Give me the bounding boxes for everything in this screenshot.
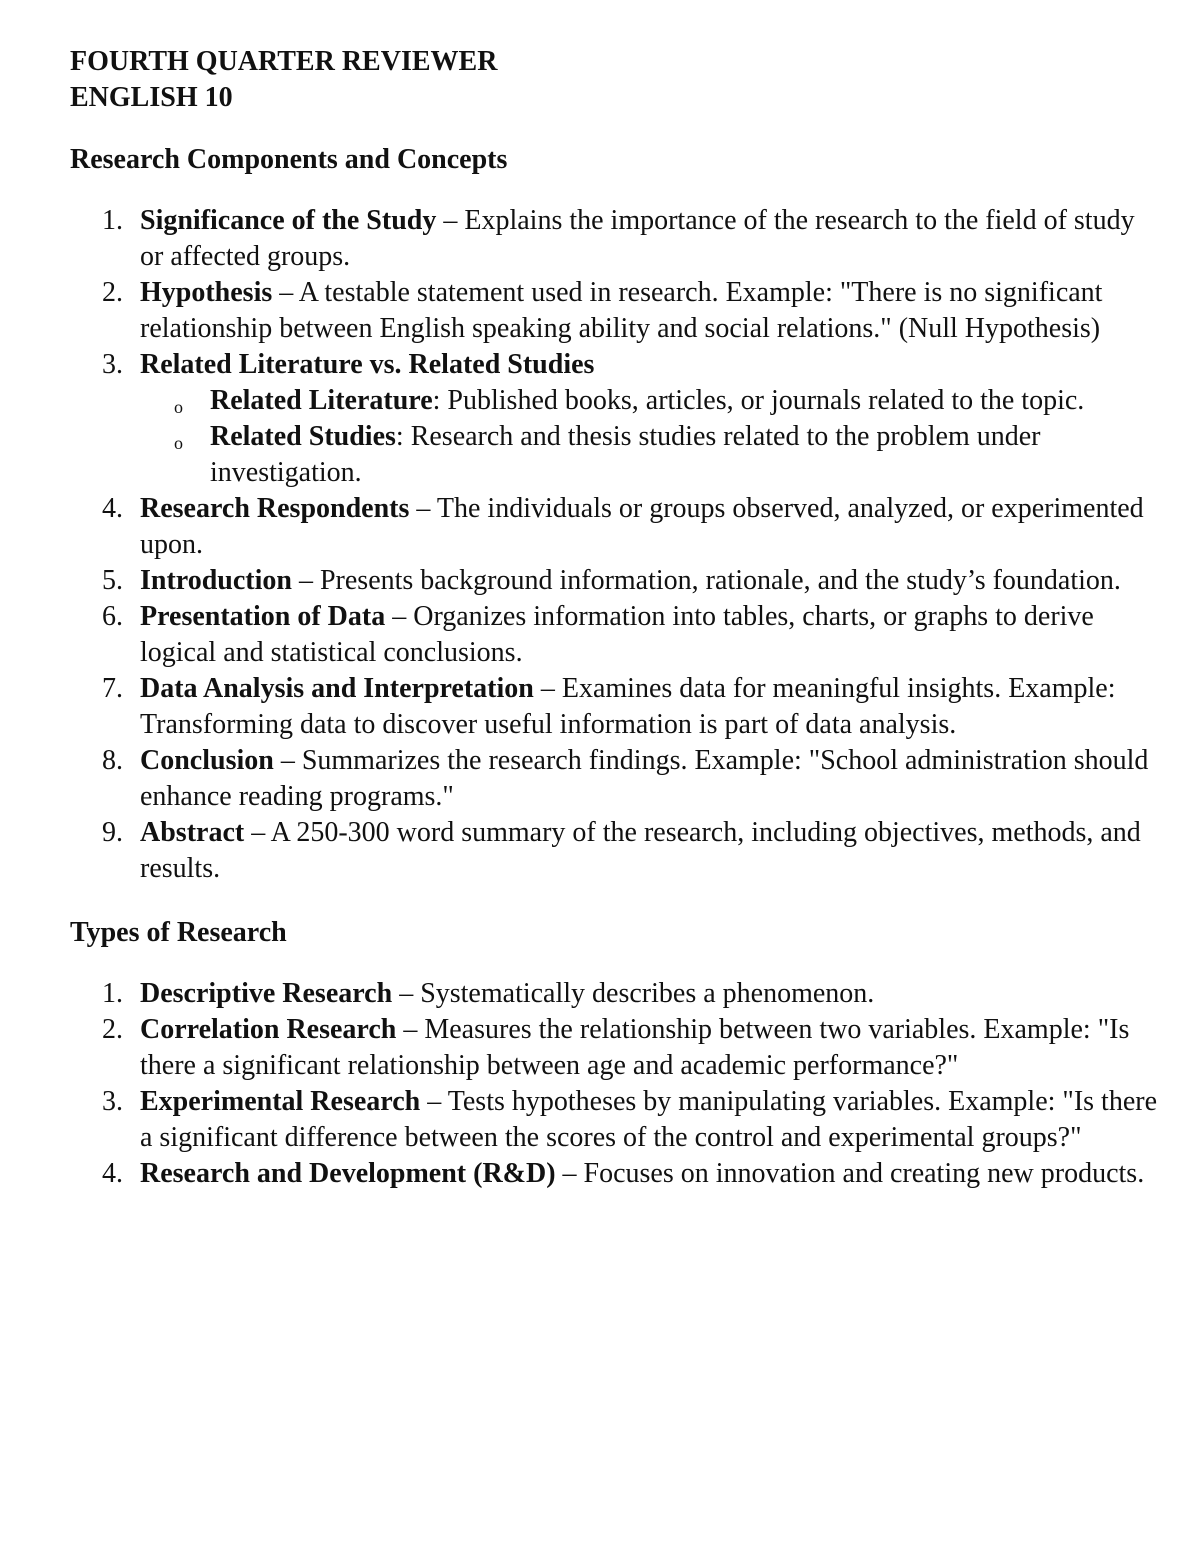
item-description: The individuals or groups observed, analyzed, or experimented upon.	[140, 493, 1144, 560]
sub-list	[140, 383, 1160, 491]
sub-item-term: Related Literature	[210, 385, 433, 416]
item-separator: –	[385, 601, 414, 632]
item-term: Descriptive Research	[140, 978, 393, 1009]
list-item	[70, 203, 1160, 275]
item-number: 7.	[102, 673, 123, 704]
item-number: 5.	[102, 565, 123, 596]
list-item	[70, 275, 1160, 347]
list-item	[70, 491, 1160, 563]
item-separator: –	[244, 817, 271, 848]
item-term: Data Analysis and Interpretation	[140, 673, 534, 704]
sub-item-description: Published books, articles, or journals related to the topic.	[447, 385, 1085, 416]
item-number: 4.	[102, 1158, 123, 1189]
list-item	[70, 743, 1160, 815]
sub-item-description: Research and thesis studies related to the problem under investigation.	[210, 421, 1041, 488]
item-separator: –	[555, 1158, 584, 1189]
item-term: Presentation of Data	[140, 601, 386, 632]
sub-item-term: Related Studies	[210, 421, 396, 452]
item-separator: –	[409, 493, 437, 524]
item-number: 2.	[102, 277, 123, 308]
item-number: 3.	[102, 1086, 123, 1117]
list-item	[70, 1084, 1160, 1156]
item-description: Summarizes the research findings. Example: "School administration should enhance reading programs."	[140, 745, 1149, 812]
item-number: 2.	[102, 1014, 123, 1045]
item-description: Organizes information into tables, charts, or graphs to derive logical and statistical conclusions.	[140, 601, 1094, 668]
item-description: A testable statement used in research. Example: "There is no significant relationship between English speaking ability and social relations." (Null Hypothesis)	[140, 277, 1103, 344]
list-item	[70, 1012, 1160, 1084]
item-separator: –	[392, 978, 421, 1009]
item-separator: –	[396, 1014, 425, 1045]
item-term: Research and Development (R&D)	[140, 1158, 556, 1189]
item-description: Presents background information, rationale, and the study’s foundation.	[319, 565, 1121, 596]
item-number: 8.	[102, 745, 123, 776]
item-number: 3.	[102, 349, 123, 380]
sub-list-item	[140, 419, 1160, 491]
item-description: Explains the importance of the research to the field of study or affected groups.	[140, 205, 1135, 272]
document-title: FOURTH QUARTER REVIEWER	[70, 46, 498, 77]
list-item	[70, 671, 1160, 743]
section-heading-types: Types of Research	[70, 917, 287, 948]
circle-bullet-icon: o	[174, 433, 183, 453]
sub-item-separator: :	[432, 385, 448, 416]
item-description: Measures the relationship between two variables. Example: "Is there a significant relationship between age and academic performance?"	[140, 1014, 1130, 1081]
item-separator: –	[533, 673, 562, 704]
item-description: A 250-300 word summary of the research, including objectives, methods, and results.	[140, 817, 1141, 884]
item-separator: –	[273, 745, 302, 776]
item-description: Examines data for meaningful insights. Example: Transforming data to discover useful information is part of data analysis.	[140, 673, 1116, 740]
document-page	[70, 44, 1160, 1192]
title-block	[70, 44, 1160, 116]
item-term: Related Literature vs. Related Studies	[140, 349, 595, 380]
circle-bullet-icon: o	[174, 397, 183, 417]
item-term: Introduction	[140, 565, 292, 596]
sub-item-separator: :	[395, 421, 411, 452]
item-term: Correlation Research	[140, 1014, 397, 1045]
list-item	[70, 563, 1160, 599]
types-list	[70, 976, 1160, 1192]
item-number: 1.	[102, 978, 123, 1009]
item-term: Experimental Research	[140, 1086, 421, 1117]
item-separator: –	[272, 277, 299, 308]
components-list	[70, 203, 1160, 887]
item-term: Abstract	[140, 817, 245, 848]
item-number: 4.	[102, 493, 123, 524]
item-term: Significance of the Study	[140, 205, 437, 236]
item-separator: –	[436, 205, 465, 236]
document-subject: ENGLISH 10	[70, 82, 233, 113]
list-item	[70, 976, 1160, 1012]
item-separator: –	[420, 1086, 448, 1117]
item-description: Focuses on innovation and creating new products.	[583, 1158, 1145, 1189]
item-number: 9.	[102, 817, 123, 848]
sub-list-item	[140, 383, 1160, 419]
list-item	[70, 815, 1160, 887]
section-heading-components: Research Components and Concepts	[70, 144, 508, 175]
list-item	[70, 1156, 1160, 1192]
list-item	[70, 347, 1160, 491]
item-number: 1.	[102, 205, 123, 236]
item-term: Hypothesis	[140, 277, 273, 308]
item-term: Research Respondents	[140, 493, 410, 524]
list-item	[70, 599, 1160, 671]
item-number: 6.	[102, 601, 123, 632]
item-term: Conclusion	[140, 745, 274, 776]
item-description: Systematically describes a phenomenon.	[420, 978, 875, 1009]
item-separator: –	[291, 565, 320, 596]
item-description: Tests hypotheses by manipulating variables. Example: "Is there a significant difference between the scores of the control and experimental groups?"	[140, 1086, 1158, 1153]
